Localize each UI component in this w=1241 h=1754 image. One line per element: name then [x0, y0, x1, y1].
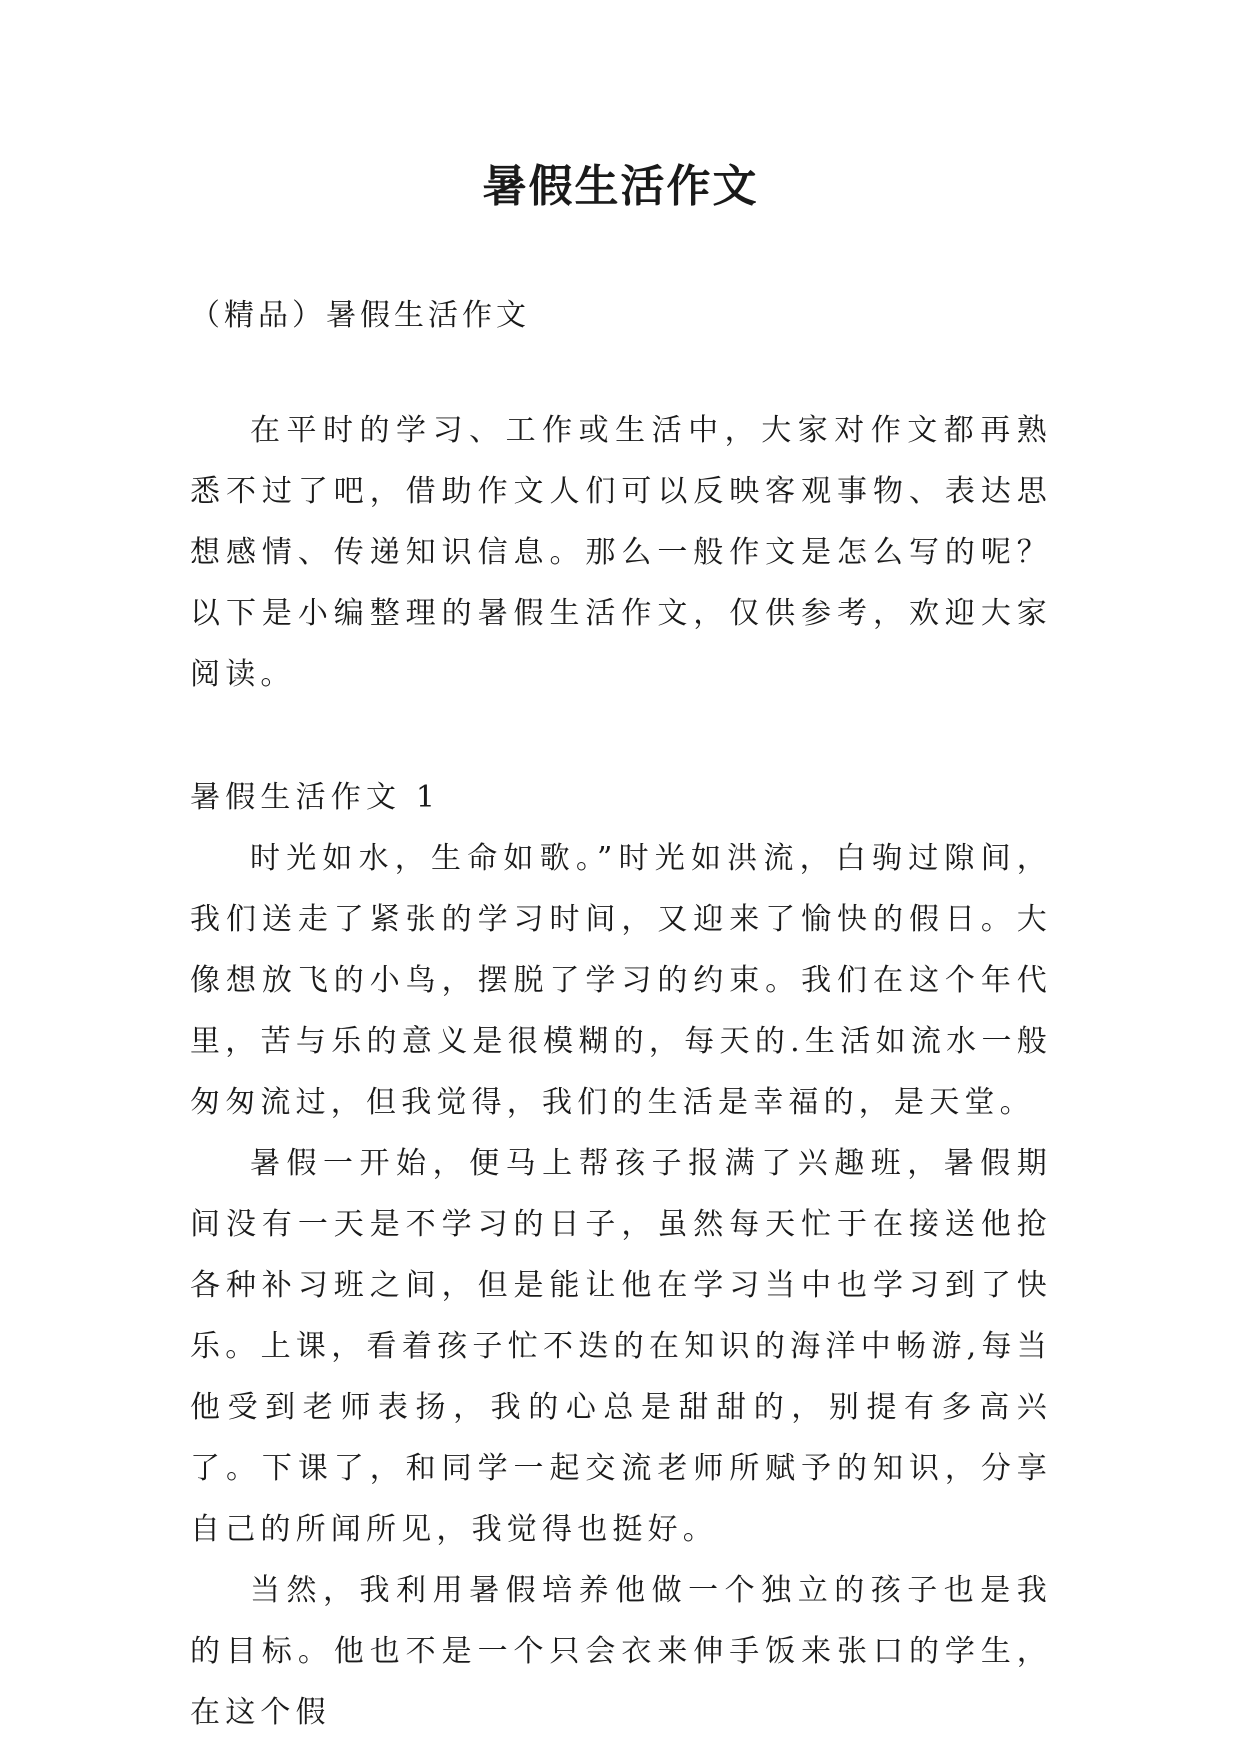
section-heading: 暑假生活作文 1 — [190, 780, 441, 815]
intro-paragraph: 在平时的学习、工作或生活中，大家对作文都再熟悉不过了吧，借助作文人们可以反映客观事物、表达思想感情、传递知识信息。那么一般作文是怎么写的呢？以下是小编整理的暑假生活作文，仅供参考，欢迎大家阅读。 — [190, 413, 1052, 692]
body-paragraph-2: 暑假一开始，便马上帮孩子报满了兴趣班，暑假期间没有一天是不学习的日子，虽然每天忙于在接送他抢各种补习班之间，但是能让他在学习当中也学习到了快乐。上课，看着孩子忙不迭的在知识的海洋中畅游,每当他受到老师表扬，我的心总是甜甜的，别提有多高兴了。下课了，和同学一起交流老师所赋予的知识，分享自己的所闻所见，我觉得也挺好。 — [190, 1146, 1052, 1547]
document-subtitle: （精品）暑假生活作文 — [190, 298, 530, 333]
document-body — [190, 400, 1052, 1743]
document-title: 暑假生活作文 — [482, 161, 759, 212]
body-paragraph-1: 时光如水，生命如歌。”时光如洪流，白驹过隙间，我们送走了紧张的学习时间，又迎来了愉快的假日。大像想放飞的小鸟，摆脱了学习的约束。我们在这个年代里，苦与乐的意义是很模糊的，每天的.生活如流水一般匆匆流过，但我觉得，我们的生活是幸福的，是天堂。 — [190, 841, 1052, 1120]
body-paragraph-3: 当然，我利用暑假培养他做一个独立的孩子也是我的目标。他也不是一个只会衣来伸手饭来张口的学生，在这个假 — [190, 1573, 1052, 1730]
